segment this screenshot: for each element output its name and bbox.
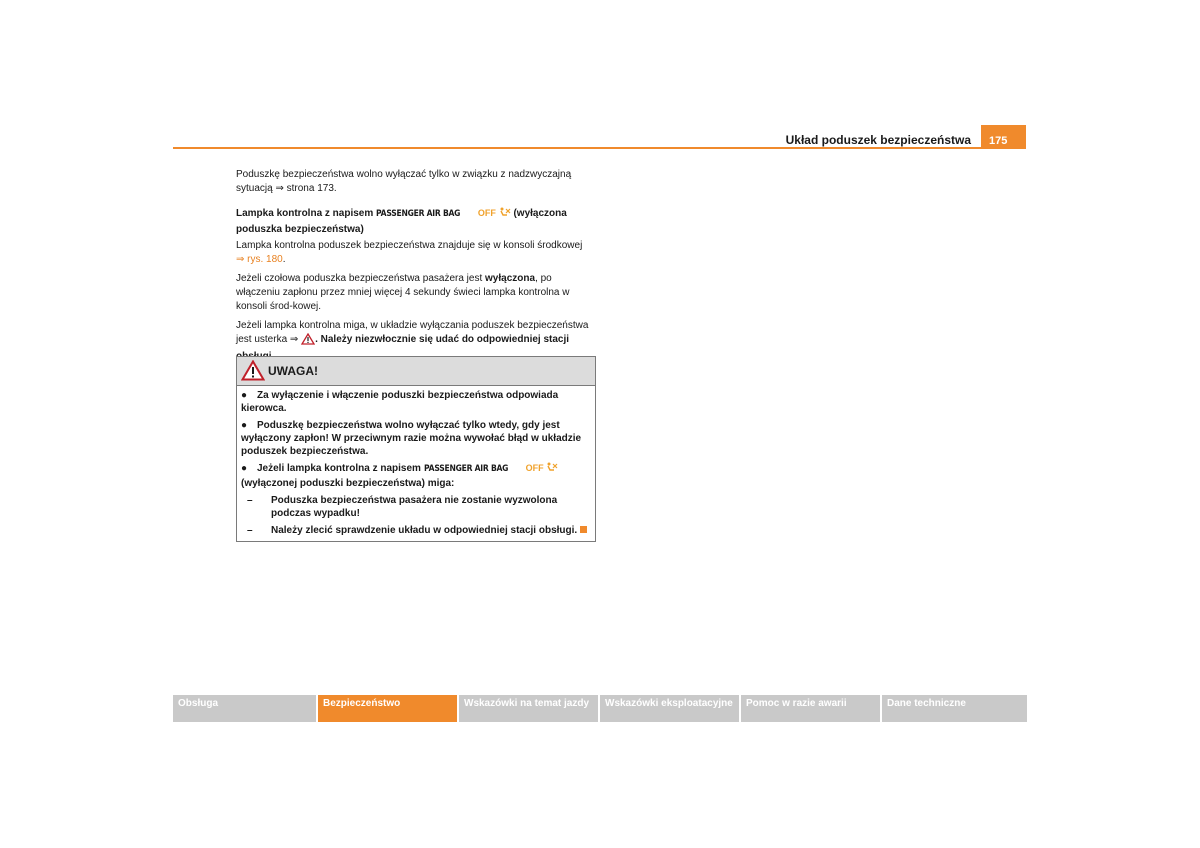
off-label: OFF bbox=[477, 208, 496, 218]
passenger-airbag-label: PASSENGER AIR BAG bbox=[376, 209, 461, 219]
nav-tab-obsluga[interactable]: Obsługa bbox=[173, 695, 316, 722]
page-number: 175 bbox=[981, 125, 1026, 149]
warning-triangle-icon bbox=[241, 360, 265, 385]
figure-link[interactable]: ⇒ rys. 180 bbox=[236, 254, 283, 265]
nav-tab-bezpieczenstwo[interactable]: Bezpieczeństwo bbox=[318, 695, 457, 722]
main-content bbox=[236, 168, 596, 369]
nav-tab-pomoc[interactable]: Pomoc w razie awarii bbox=[741, 695, 880, 722]
page-title: Układ poduszek bezpieczeństwa bbox=[785, 133, 971, 147]
warning-box bbox=[236, 356, 596, 542]
passenger-airbag-label: PASSENGER AIR BAG bbox=[423, 464, 508, 474]
warning-title: UWAGA! bbox=[268, 364, 318, 378]
paragraph-lamp-blinking: Jeżeli lampka kontrolna miga, w układzie wyłączania poduszek bezpieczeństwa jest usterka ⇒ . Należy niezwłocznie się udać do odpowiedniej stacji bbox=[236, 319, 596, 364]
paragraph-deactivation: Poduszkę bezpieczeństwa wolno wyłączać tylko w związku z nadzwyczajną sytuacją ⇒ strona 173. bbox=[236, 169, 572, 194]
paragraph-lamp-location: Lampka kontrolna poduszek bezpieczeństwa znajduje się w konsoli środkowej ⇒ rys. 180. bbox=[236, 240, 583, 265]
warning-dash-item: – Należy zlecić sprawdzenie układu w odpowiedniej stacji obsługi. bbox=[241, 524, 591, 537]
warning-bullet: ● Za wyłączenie i włączenie poduszki bezpieczeństwa odpowiada kierowca. bbox=[241, 390, 559, 414]
warning-bullet: ● Jeżeli lampka kontrolna z napisem PASSENGER AIR BAG OFF (wyłączonej poduszki bezpieczeństwa) miga: bbox=[241, 462, 591, 490]
airbag-off-icon bbox=[546, 462, 558, 477]
warning-triangle-icon[interactable] bbox=[301, 333, 315, 350]
warning-body bbox=[237, 386, 595, 541]
nav-tab-wskazowki-jazdy[interactable]: Wskazówki na temat jazdy bbox=[459, 695, 598, 722]
airbag-off-icon bbox=[499, 207, 511, 223]
paragraph-lamp-on: Jeżeli czołowa poduszka bezpieczeństwa pasażera jest wyłączona, po włączeniu zapłonu przez mniej więcej 4 sekundy świeci lampka kontrolna w konsoli środ-kowej. bbox=[236, 273, 570, 312]
off-label: OFF bbox=[525, 463, 544, 473]
warning-header bbox=[237, 357, 595, 386]
section-end-marker bbox=[580, 526, 587, 533]
warning-dash-item: – Poduszka bezpieczeństwa pasażera nie zostanie wyzwolona podczas wypadku! bbox=[247, 495, 558, 519]
lamp-heading: Lampka kontrolna z napisem PASSENGER AIR BAG OFF (wyłączona poduszka bezpieczeństwa) bbox=[236, 208, 567, 235]
chapter-nav bbox=[173, 695, 1027, 722]
nav-tab-dane-techniczne[interactable]: Dane techniczne bbox=[882, 695, 1027, 722]
nav-tab-wskazowki-eksploatacyjne[interactable]: Wskazówki eksploatacyjne bbox=[600, 695, 739, 722]
warning-bullet: ● Poduszkę bezpieczeństwa wolno wyłączać tylko wtedy, gdy jest wyłączony zapłon! W przeciwnym razie można wywołać błąd w układzie poduszek bezpieczeństwa. bbox=[241, 420, 582, 457]
header-rule bbox=[173, 147, 1026, 149]
